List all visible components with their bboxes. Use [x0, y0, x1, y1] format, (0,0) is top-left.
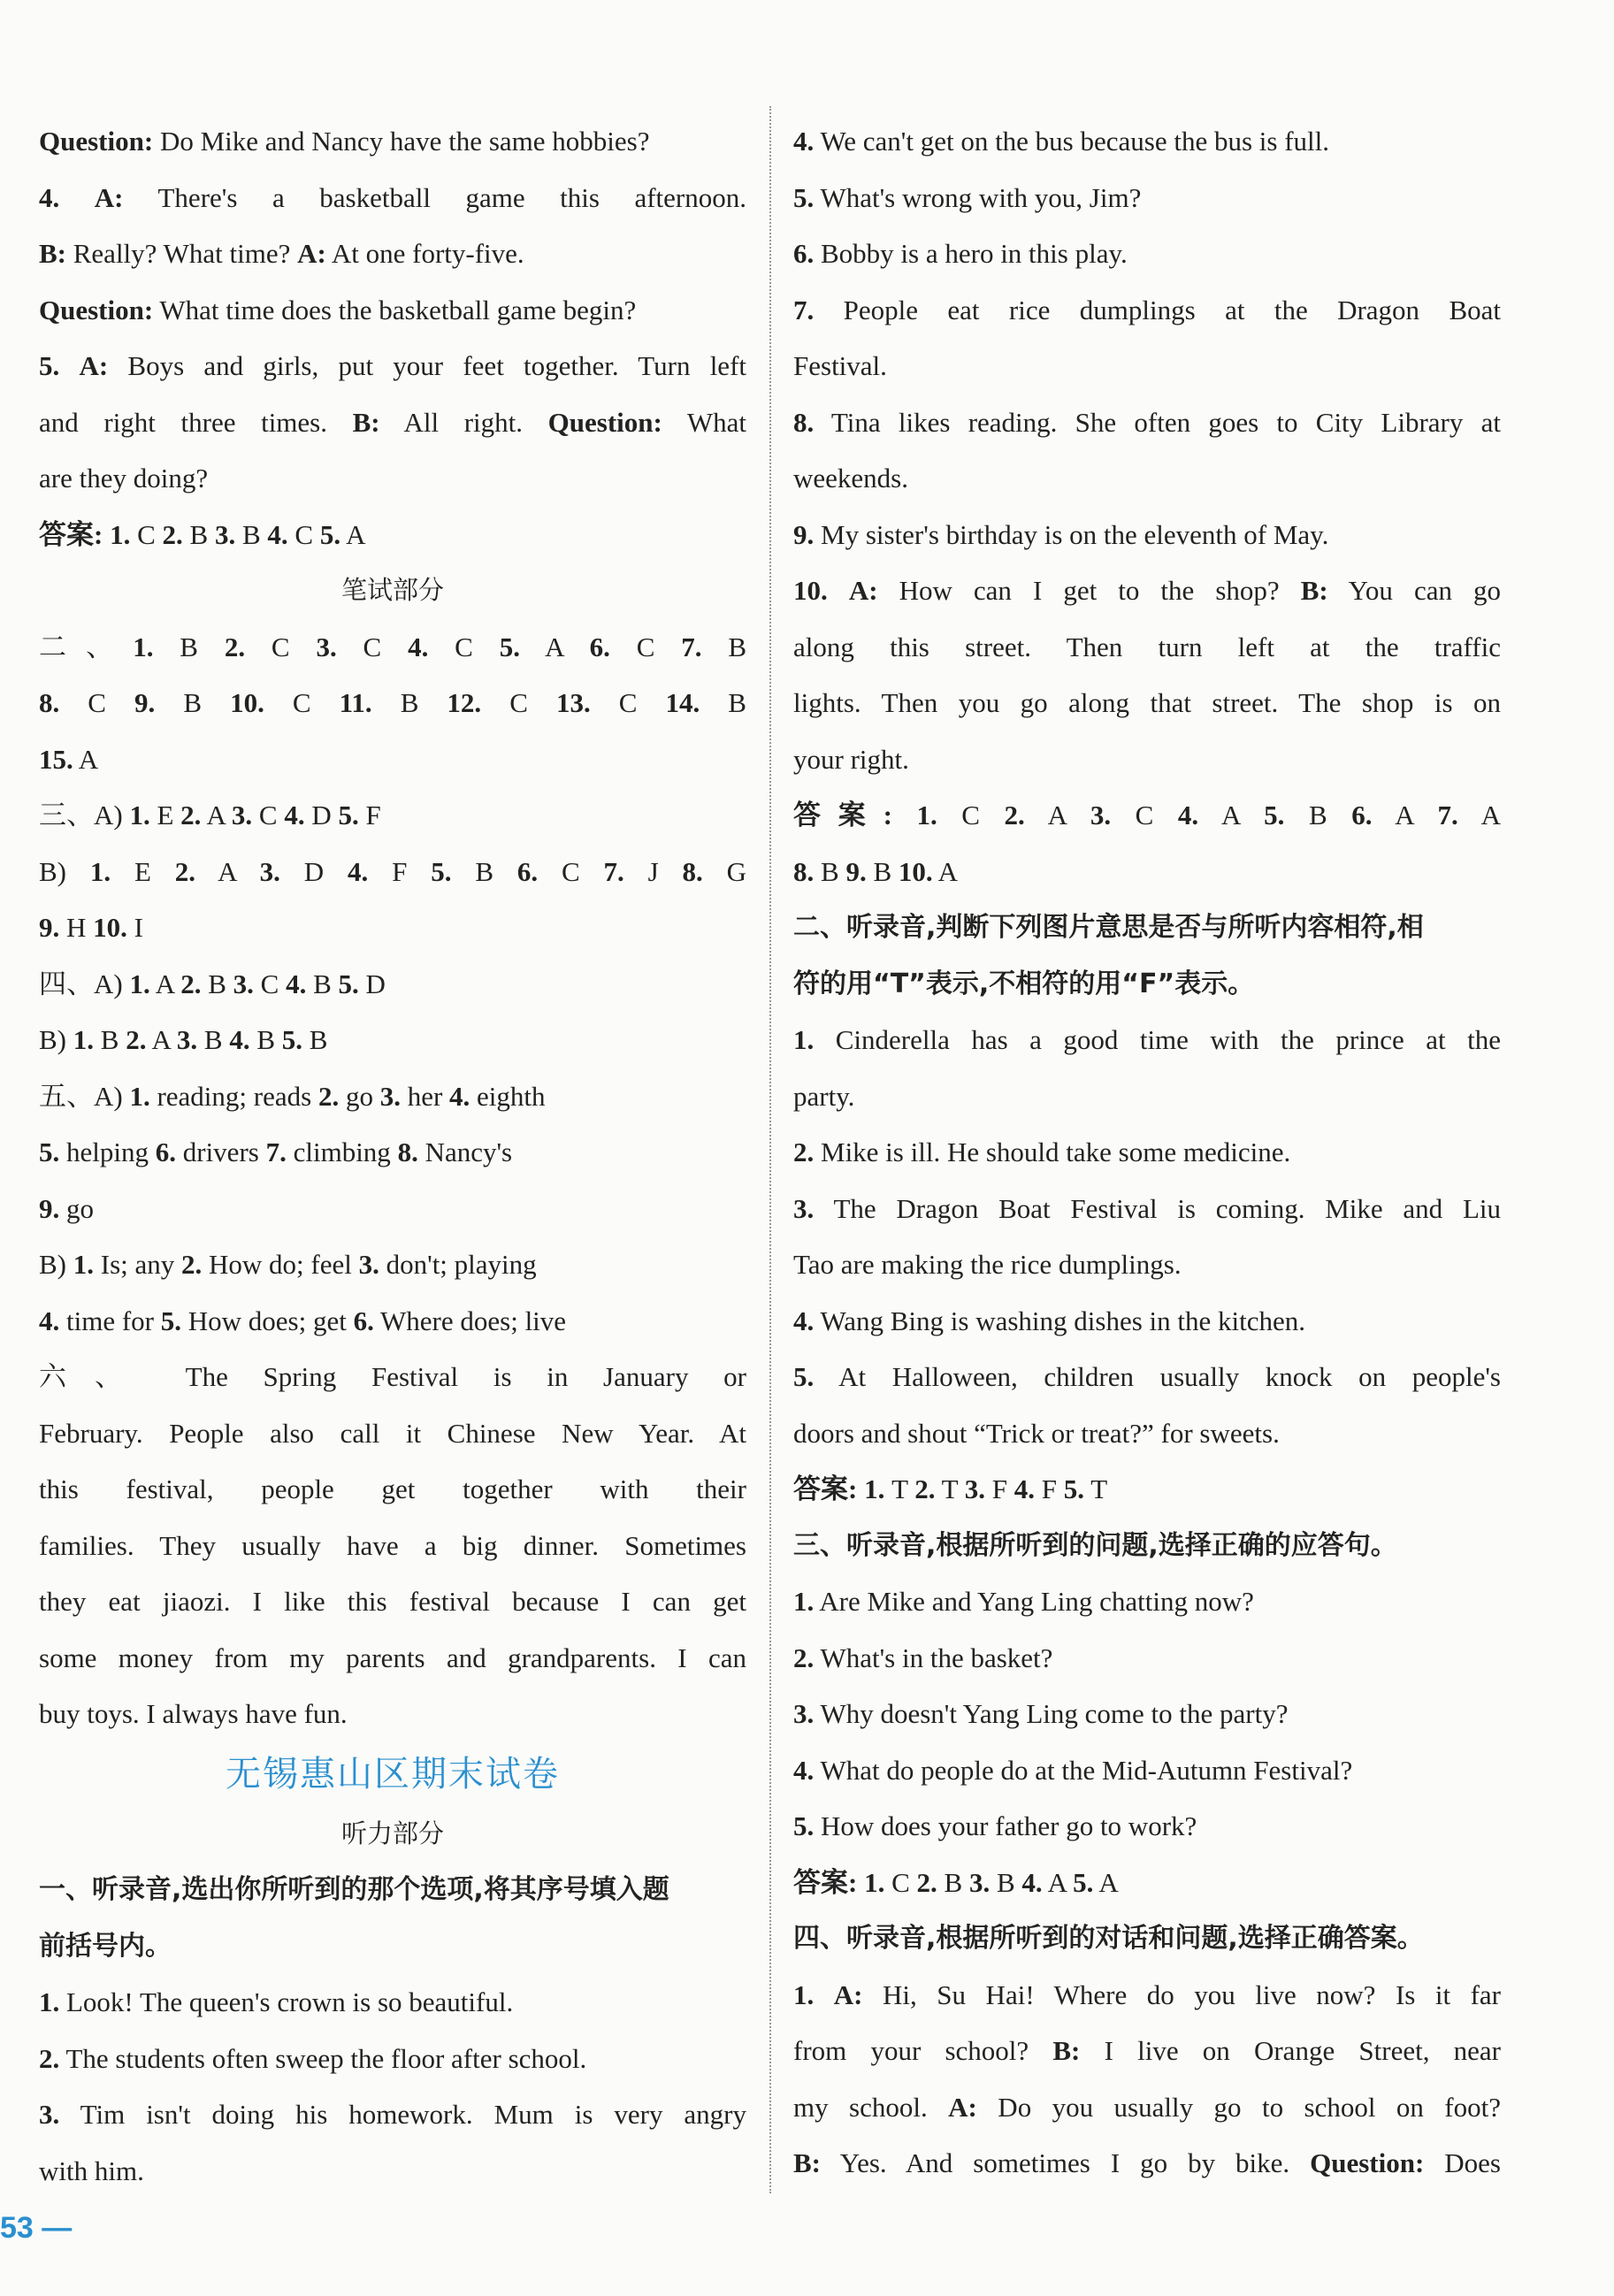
instruction-line: 前括号内。 [39, 1930, 172, 1962]
instruction-line: 三、听录音,根据所听到的问题,选择正确的应答句。 [793, 1529, 1397, 1561]
text-line: B: Yes. And sometimes I go by bike. Question: Does [793, 2147, 1501, 2178]
text-line: 9. My sister's birthday is on the eleventh of May. [793, 518, 1329, 550]
answer-line: 15. A [39, 743, 99, 775]
text-line: lights. Then you go along that street. The shop is on [793, 687, 1501, 718]
text-line: 4. What do people do at the Mid-Autumn Festival? [793, 1754, 1353, 1786]
text-line: my school. A: Do you usually go to school on foot? [793, 2091, 1501, 2123]
answer-line: 9. go [39, 1192, 94, 1224]
answer-line: 四、A) 1. A 2. B 3. C 4. B 5. D [39, 968, 386, 999]
answer-line: 答案: 1. C 2. B 3. B 4. A 5. A [793, 1866, 1119, 1898]
text-line: 3. Why doesn't Yang Ling come to the party? [793, 1698, 1289, 1729]
essay-line: 六、 The Spring Festival is in January or [39, 1361, 746, 1392]
answer-line: 8. C 9. B 10. C 11. B 12. C 13. C 14. B [39, 687, 746, 718]
essay-line: they eat jiaozi. I like this festival because I can get [39, 1586, 746, 1617]
text-line: 1. Cinderella has a good time with the prince at the [793, 1024, 1501, 1055]
text-line: 5. What's wrong with you, Jim? [793, 181, 1142, 213]
left-column [39, 113, 746, 2199]
text-line: 5. A: Boys and girls, put your feet together. Turn left [39, 350, 746, 381]
text-line: along this street. Then turn left at the traffic [793, 631, 1501, 662]
text-line: 3. Tim isn't doing his homework. Mum is very angry [39, 2099, 746, 2130]
exam-title: 无锡惠山区期末试卷 [226, 1753, 560, 1795]
answer-line: 9. H 10. I [39, 912, 143, 943]
instruction-line: 符的用“T”表示,不相符的用“F”表示。 [793, 968, 1255, 999]
essay-line: families. They usually have a big dinner. Sometimes [39, 1529, 746, 1561]
text-line: Question: Do Mike and Nancy have the same hobbies? [39, 126, 650, 157]
text-line: your right. [793, 743, 909, 775]
answer-line: B) 1. E 2. A 3. D 4. F 5. B 6. C 7. J 8. G [39, 855, 746, 887]
right-column [793, 113, 1501, 2192]
essay-line: February. People also call it Chinese New Year. At [39, 1417, 746, 1449]
text-line: Tao are making the rice dumplings. [793, 1249, 1182, 1280]
text-line: 2. Mike is ill. He should take some medicine. [793, 1137, 1291, 1167]
text-line: weekends. [793, 463, 908, 494]
text-line: and right three times. B: All right. Question: What [39, 406, 746, 438]
text-line: party. [793, 1080, 855, 1112]
text-line: Question: What time does the basketball game begin? [39, 294, 637, 325]
text-line: are they doing? [39, 463, 209, 494]
answer-line: 4. time for 5. How does; get 6. Where does; live [39, 1305, 567, 1336]
answer-line: B) 1. Is; any 2. How do; feel 3. don't; playing [39, 1249, 537, 1280]
essay-line: buy toys. I always have fun. [39, 1698, 348, 1729]
section-heading: 听力部分 [340, 1818, 444, 1848]
text-line: Festival. [793, 350, 887, 381]
text-line: 4. We can't get on the bus because the bus is full. [793, 126, 1330, 157]
text-line: 1. Are Mike and Yang Ling chatting now? [793, 1586, 1254, 1617]
text-line: 4. Wang Bing is washing dishes in the kitchen. [793, 1305, 1305, 1336]
text-line: 2. What's in the basket? [793, 1642, 1053, 1673]
page-number: 53 — [0, 2211, 73, 2245]
essay-line: this festival, people get together with their [39, 1473, 746, 1504]
answer-line: B) 1. B 2. A 3. B 4. B 5. B [39, 1024, 328, 1055]
text-line: 1. Look! The queen's crown is so beautiful. [39, 1986, 514, 2017]
answer-line: 5. helping 6. drivers 7. climbing 8. Nancy's [39, 1137, 513, 1167]
text-line: 1. A: Hi, Su Hai! Where do you live now? Is it far [793, 1978, 1501, 2010]
answer-line: 答案: 1. C 2. A 3. C 4. A 5. B 6. A 7. A [793, 800, 1501, 830]
text-line: 2. The students often sweep the floor after school. [39, 2042, 587, 2074]
text-line: 3. The Dragon Boat Festival is coming. Mike and Liu [793, 1192, 1501, 1224]
answer-line: 二、1. B 2. C 3. C 4. C 5. A 6. C 7. B [39, 631, 746, 662]
answer-line: 五、A) 1. reading; reads 2. go 3. her 4. eighth [39, 1080, 546, 1112]
answer-line: 8. B 9. B 10. A [793, 855, 959, 887]
answer-line: 答案: 1. T 2. T 3. F 4. F 5. T [793, 1473, 1108, 1504]
text-line: 10. A: How can I get to the shop? B: You can go [793, 575, 1501, 606]
instruction-line: 一、听录音,选出你所听到的那个选项,将其序号填入题 [39, 1874, 669, 1905]
text-line: 6. Bobby is a hero in this play. [793, 238, 1128, 269]
text-line: with him. [39, 2154, 144, 2186]
text-line: from your school? B: I live on Orange Street, near [793, 2035, 1501, 2066]
essay-line: some money from my parents and grandparents. I can [39, 1642, 746, 1673]
text-line: 5. At Halloween, children usually knock on people's [793, 1361, 1501, 1392]
instruction-line: 二、听录音,判断下列图片意思是否与所听内容相符,相 [793, 912, 1424, 943]
text-line: B: Really? What time? A: At one forty-five. [39, 238, 524, 269]
answer-line: 三、A) 1. E 2. A 3. C 4. D 5. F [39, 800, 381, 830]
text-line: 5. How does your father go to work? [793, 1810, 1197, 1841]
text-line: 8. Tina likes reading. She often goes to City Library at [793, 406, 1501, 438]
column-divider [769, 106, 771, 2193]
instruction-line: 四、听录音,根据所听到的对话和问题,选择正确答案。 [793, 1923, 1424, 1954]
text-line: 4. A: There's a basketball game this afternoon. [39, 181, 746, 213]
section-heading: 笔试部分 [340, 575, 444, 605]
answer-line: 答案: 1. C 2. B 3. B 4. C 5. A [39, 518, 366, 550]
text-line: doors and shout “Trick or treat?” for sweets. [793, 1417, 1280, 1449]
text-line: 7. People eat rice dumplings at the Dragon Boat [793, 294, 1501, 325]
